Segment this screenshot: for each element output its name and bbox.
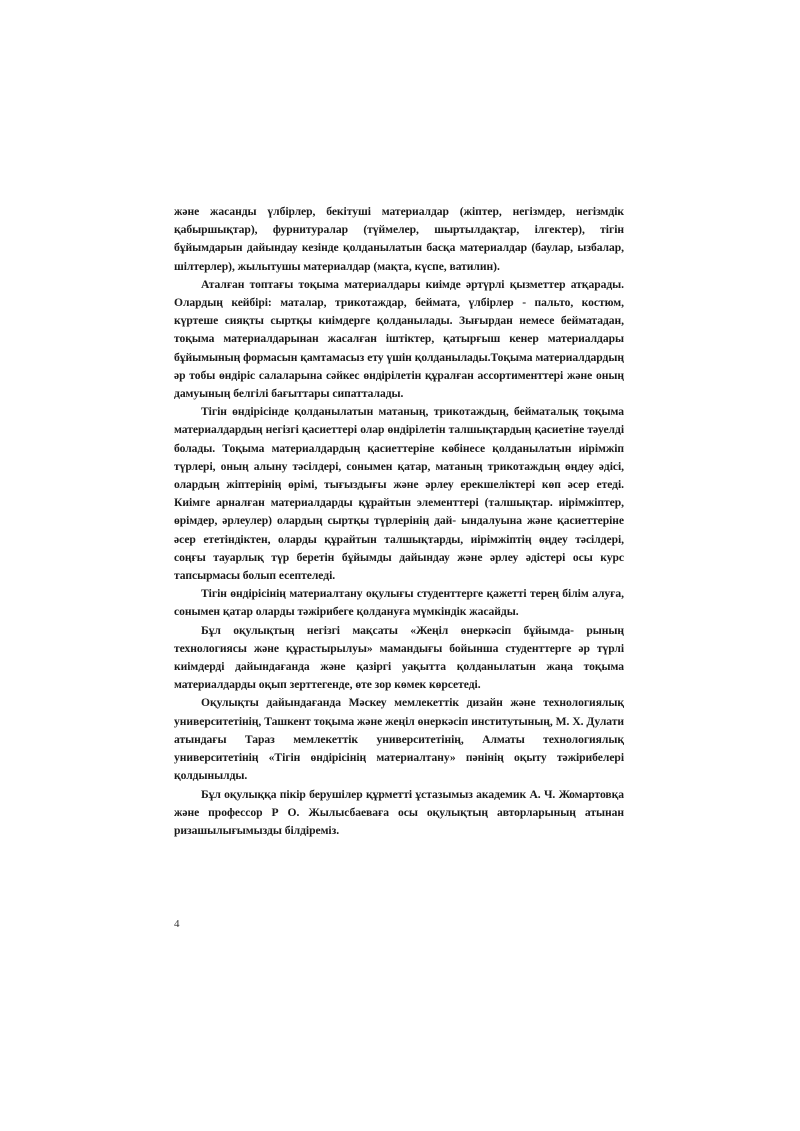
paragraph-7: Бұл оқулыққа пікір берушілер құрметті ұстазымыз академик А. Ч. Жомартовқа және профессор Р О. Жылысбаеваға осы оқулықтың авторларының атынан ризашылығымызды білдіреміз. — [174, 787, 624, 837]
paragraph-5: Бұл оқулықтың негізгі мақсаты «Жеңіл өнеркәсіп бұйымда- рының технологиясы және құрастырылуы» мамандығы бойынша студенттерге әр түрлі киімдерді дайындағанда және қазіргі уақытта қолданылатын жаңа тоқыма материалдарды оқып зерттегенде, өте зор көмек көрсетеді. — [174, 623, 624, 692]
paragraph-2: Аталған топтағы тоқыма материалдары киімде әртүрлі қызметтер атқарады. Олардың кейбірі: маталар, трикотаждар, беймата, үлбірлер - пальто, костюм, күртеше сияқты сыртқы киімдерге қолданылады. Зығырдан немесе бейматадан, тоқыма материалдарынан жасалған іштіктер, қатырғыш кенер материалдары бұйымының формасын қамтамасыз ету үшін қолданылады.Тоқыма материалдардың әр тобы өндіріс салаларына сәйкес өндірілетін құралған ассортименттері және оның дамуының белгілі бағыттары сипатталады. — [174, 277, 624, 401]
body-text — [174, 203, 624, 840]
paragraph-3: Тігін өндірісінде қолданылатын матаның, трикотаждың, бейматалық тоқыма материалдардың негізгі қасиеттері олар өндірілетін талшықтардың қасиетіне тәуелді болады. Тоқыма материалдардың қасиеттеріне көбінесе қолданылатын иірімжіп түрлері, оның алыну тәсілдері, сонымен қатар, матаның трикотаждың өңдеу әдісі, олардың жіптерінің өрімі, тығыздығы және әрлеу ерекшеліктері көп әсер етеді. Киімге арналған материалдарды құрайтын элементтері (талшықтар. иірімжіптер, өрімдер, әрлеулер) олардың сыртқы түрлерінің дай- ындалуына және қасиеттеріне әсер ететіндіктен, оларды құрайтын талшықтарды, иірімжіптің өңдеу тәсілдері, соңғы тауарлық түр беретін бұйымды дайындау және әрлеу әдістері осы курс тапсырмасы болып есептеледі. — [174, 405, 624, 583]
paragraph-1: және жасанды үлбірлер, бекітуші материалдар (жіптер, негізмдер, негізмдік қабыршықтар), фурнитуралар (түймелер, шыртылдақтар, ілгектер), тігін бұйымдарын дайындау кезінде қолданылатын басқа материалдар (баулар, ызбалар, шілтерлер), жылытушы материалдар (мақта, күспе, ватилин). — [174, 205, 624, 273]
paragraph-6: Оқулықты дайындағанда Мәскеу мемлекеттік дизайн және технологиялық университетінің, Ташкент тоқыма және жеңіл өнеркәсіп институтының, М. Х. Дулати атындағы Тараз мемлекеттік университетінің, Алматы технологиялық университетінің «Тігін өндірісінің материалтану» пәнінің оқыту тәжірибелері қолдынылды. — [174, 696, 624, 783]
paragraph-4: Тігін өндірісінің материалтану оқулығы студенттерге қажетті терең білім алуға, сонымен қатар оларды тәжірибеге қолдануға мүмкіндік жасайды. — [174, 587, 624, 619]
page-number: 4 — [174, 918, 180, 930]
